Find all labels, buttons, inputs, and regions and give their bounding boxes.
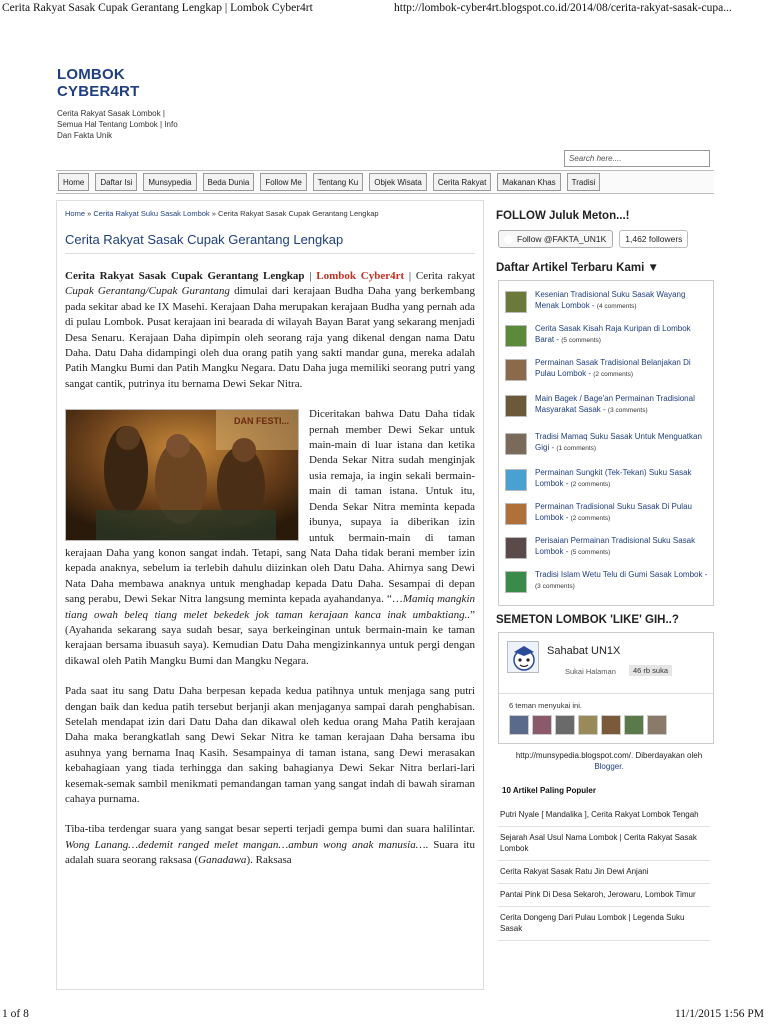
friend-avatars	[509, 715, 670, 735]
article-title-link[interactable]: Cerita Sasak Kisah Raja Kuripan di Lombok Barat	[535, 324, 691, 344]
friend-avatar[interactable]	[601, 715, 621, 735]
friends-like-text: 6 teman menyukai ini.	[509, 701, 582, 710]
blog-title-line1: LOMBOK	[57, 66, 125, 83]
popular-posts-heading: 10 Artikel Paling Populer	[502, 786, 596, 795]
divider	[499, 693, 713, 694]
article-thumbnail	[505, 469, 527, 491]
popular-post-link[interactable]: Pantai Pink Di Desa Sekaroh, Jerowaru, Lombok Timur	[498, 884, 710, 907]
article-thumbnail	[505, 571, 527, 593]
recent-articles-heading: Daftar Artikel Terbaru Kami ▼	[496, 262, 659, 274]
recent-article[interactable]: Tradisi Mamaq Suku Sasak Untuk Menguatkan Gigi - (1 comments)	[505, 431, 711, 461]
article-title-link[interactable]: Kesenian Tradisional Suku Sasak Wayang Menak Lombok	[535, 290, 686, 310]
lead-brand-link[interactable]: Lombok Cyber4rt	[316, 270, 405, 282]
popular-posts-list	[498, 804, 710, 941]
post-body	[65, 269, 475, 884]
recent-article[interactable]: Cerita Sasak Kisah Raja Kuripan di Lombok Barat - (5 comments)	[505, 323, 711, 353]
article-title-link[interactable]: Tradisi Mamaq Suku Sasak Untuk Menguatkan Gigi	[535, 432, 702, 452]
post-title: Cerita Rakyat Sasak Cupak Gerantang Lengkap	[65, 232, 475, 254]
comment-count: (1 comments)	[556, 445, 597, 452]
recent-article[interactable]: Kesenian Tradisional Suku Sasak Wayang Menak Lombok - (4 comments)	[505, 289, 711, 319]
comment-count: (3 comments)	[535, 583, 575, 590]
paragraph-1	[65, 269, 475, 392]
breadcrumb-current: Cerita Rakyat Sasak Cupak Gerantang Lengkap	[218, 209, 379, 218]
nav-item-objek-wisata[interactable]: Objek Wisata	[369, 173, 427, 191]
article-thumbnail	[505, 291, 527, 313]
article-title-link[interactable]: Permainan Sungkit (Tek-Tekan) Suku Sasak Lombok	[535, 468, 692, 488]
nav-item-tradisi[interactable]: Tradisi	[567, 173, 601, 191]
recent-article[interactable]: Perisaian Permainan Tradisional Suku Sasak Lombok - (5 comments)	[505, 535, 711, 565]
friend-avatar[interactable]	[509, 715, 529, 735]
twitter-bird-icon	[504, 235, 513, 244]
breadcrumb-separator: »	[211, 209, 216, 218]
lead-title: Cerita Rakyat Sasak Cupak Gerantang Lengkap	[65, 270, 305, 282]
recent-article[interactable]: Tradisi Islam Wetu Telu di Gumi Sasak Lombok - (3 comments)	[505, 569, 711, 599]
like-page-button[interactable]: Sukai Halaman	[565, 667, 616, 676]
blogger-link[interactable]: Blogger.	[594, 762, 624, 771]
page-avatar[interactable]	[507, 641, 539, 673]
comment-count: (2 comments)	[570, 481, 611, 488]
popular-post-link[interactable]: Sejarah Asal Usul Nama Lombok | Cerita Rakyat Sasak Lombok	[498, 827, 710, 861]
performers-photo-illustration	[66, 410, 299, 541]
p2-text-b: ” (Ayahanda sekarang saya sudah besar, saya berkeinginan untuk bermain-main ke taman kerajaan bersama ibuasuh saya). Kemudian Datu Daha mengizinkannya untuk pergi dengan dikawal oleh Patih Mangku Bumi dan Mangku Negara.	[65, 608, 475, 667]
comment-count: (4 comments)	[596, 303, 637, 310]
nav-item-home[interactable]: Home	[58, 173, 89, 191]
nav-item-makanan-khas[interactable]: Makanan Khas	[497, 173, 560, 191]
recent-article[interactable]: Main Bagek / Bage'an Permainan Tradisional Masyarakat Sasak - (3 comments)	[505, 393, 711, 423]
recent-article[interactable]: Permainan Sungkit (Tek-Tekan) Suku Sasak Lombok - (2 comments)	[505, 467, 711, 497]
article-title-link[interactable]: Tradisi Islam Wetu Telu di Gumi Sasak Lombok	[535, 570, 703, 579]
nav-item-follow-me[interactable]: Follow Me	[260, 173, 306, 191]
breadcrumb	[65, 209, 379, 218]
popular-post-link[interactable]: Cerita Dongeng Dari Pulau Lombok | Legenda Suku Sasak	[498, 907, 710, 941]
blog-title[interactable]	[57, 66, 207, 100]
p4-text-b: . Suara itu adalah suara seorang raksasa (	[65, 838, 475, 867]
powered-by	[504, 750, 714, 772]
nav-item-daftar-isi[interactable]: Daftar Isi	[95, 173, 137, 191]
article-thumbnail	[505, 395, 527, 417]
facebook-page-name[interactable]: Sahabat UN1X	[547, 645, 621, 657]
nav-item-tentang-ku[interactable]: Tentang Ku	[313, 173, 363, 191]
print-page-title: Cerita Rakyat Sasak Cupak Gerantang Lengkap | Lombok Cyber4rt	[2, 2, 313, 14]
friend-avatar[interactable]	[555, 715, 575, 735]
nav-item-cerita-rakyat[interactable]: Cerita Rakyat	[433, 173, 491, 191]
facebook-like-box	[498, 632, 714, 744]
breadcrumb-separator: »	[87, 209, 92, 218]
friend-avatar[interactable]	[647, 715, 667, 735]
follow-button-label: Follow @FAKTA_UN1K	[517, 234, 607, 244]
p2-emphasis: Mamiq mangkin tiang owah beleq tiang melet bekedek jok taman kerajaan kanca inak umbaktiang..	[65, 593, 475, 621]
p4-emphasis: Wong Lanang…dedemit ranged melet mangan…ambun wong anak manusia…	[65, 838, 426, 851]
popular-post-link[interactable]: Cerita Rakyat Sasak Ratu Jin Dewi Anjani	[498, 861, 710, 884]
print-page-number: 1 of 8	[2, 1008, 29, 1020]
blog-title-line2: CYBER4RT	[57, 83, 140, 100]
popular-post-link[interactable]: Putri Nyale [ Mandalika ], Cerita Rakyat Lombok Tengah	[498, 804, 710, 827]
p4-text-a: Tiba-tiba terdengar suara yang sangat besar seperti terjadi gempa bumi dan suara halilintar.	[65, 823, 475, 836]
friend-avatar[interactable]	[532, 715, 552, 735]
recent-articles-list	[498, 280, 714, 606]
photo-caption: DAN FESTI...	[234, 416, 290, 427]
print-footer	[0, 1006, 768, 1024]
p2-text-a: Diceritakan bahwa Datu Daha tidak pernah member Dewi Sekar untuk main-main di luar istana dan ketika Denda Sekar Nitra sudah menginjak usia remaja, ia ingin sekali bermain-main di taman istana. Untuk itu, Denda Sekar Nitra meminta kepada ibunya, supaya ia diberikan izin untuk bermain-main di taman kerajaan Daha yang konon sangat indah. Tetapi, sang Nata Daha tidak berani member izin kepada anaknya, sebelum ia terlebih dahulu diizinkan oleh Datu Daha. Ahirnya sang Dewi Nata Daha membawa anaknya untuk menghadap kepada Datu Daha. Sesampai di depan sang perabu, Dewi Sekar Nitra langsung meminta kepada ayahandanya. “…	[65, 408, 475, 606]
powered-text: http://munsypedia.blogspot.com/. Diberdayakan oleh	[515, 751, 703, 760]
friend-avatar[interactable]	[624, 715, 644, 735]
search-input[interactable]: Search here....	[564, 150, 710, 167]
print-header	[0, 0, 768, 18]
article-title-link[interactable]: Permainan Tradisional Suku Sasak Di Pulau Lombok	[535, 502, 692, 522]
article-thumbnail	[505, 433, 527, 455]
article-thumbnail	[505, 537, 527, 559]
paragraph-2	[65, 407, 475, 669]
article-thumbnail	[505, 503, 527, 525]
article-title-link[interactable]: Permainan Sasak Tradisional Belanjakan Di Pulau Lombok	[535, 358, 691, 378]
article-title-link[interactable]: Main Bagek / Bage'an Permainan Tradisional Masyarakat Sasak	[535, 394, 695, 414]
p4-text-c: ). Raksasa	[246, 854, 292, 867]
comment-count: (2 comments)	[593, 371, 633, 378]
article-thumbnail	[505, 359, 527, 381]
post-column	[56, 200, 484, 990]
breadcrumb-category[interactable]: Cerita Rakyat Suku Sasak Lombok	[93, 209, 210, 218]
p4-emphasis-2: Ganadawa	[198, 854, 247, 867]
lead-separator: |	[304, 270, 317, 282]
mascot-icon	[508, 642, 540, 674]
comment-count: (3 comments)	[607, 407, 648, 414]
twitter-follow-widget	[498, 230, 688, 248]
p1-text-b: dimulai dari kerajaan Budha Daha yang berkembang pada sekitar abad ke IX Masehi. Kerajaan Daha merupakan kerajaan Budha yang pernah ada di pulau Lombok. Pusat kerajaan ini bearada di wilayah Bayan Barat yang sekarang menjadi Desa Senaru. Kerajaan Daha dipimpin oleh seorang raja yang dikenal dengan nama Datu Daha. Datu Daha didampingi oleh dua orang patih yang sakti mandar guna, mereka adalah Patih Mangku Bumi dan Patih Mangku Negara. Datu Daha juga memiliki seorang putri yang sangat cantik, putrinya itu bernama Dewi Sekar Nitra.	[65, 285, 475, 390]
paragraph-3: Pada saat itu sang Datu Daha berpesan kepada kedua patihnya untuk menjaga sang putri dengan baik dan kedua patih tersebut berjanji akan menjaganya sampai darah penghabisan. Setelah mendapat izin dari Datu Daha dan dikawal oleh kedua orang Maha Patih kerajaan Daha maka berangkatlah sang Dewi Sekar Nitra ke taman kerajaan Daha bersama ibu asuhnya yang bernama Inaq Kasih. Sesampainya di taman istana, sang Dewi merasakan kebahagiaan yang tiada terhingga dan saking bahagianya Dewi Sekar Nitra berlari-lari kesemak-semak sambil menikmati pemandangan taman yang sangat indah di bawah siraman cahaya purnama.	[65, 685, 475, 805]
article-thumbnail	[505, 325, 527, 347]
nav-item-beda-dunia[interactable]: Beda Dunia	[203, 173, 255, 191]
lead-end: |	[404, 270, 412, 282]
recent-article[interactable]: Permainan Tradisional Suku Sasak Di Pulau Lombok - (2 comments)	[505, 501, 711, 531]
print-datetime: 11/1/2015 1:56 PM	[674, 1008, 764, 1020]
twitter-follow-button[interactable]	[498, 230, 613, 248]
follower-count[interactable]: 1,462 followers	[619, 230, 688, 248]
comment-count: (2 comments)	[570, 515, 611, 522]
p1-emphasis: Cupak Gerantang/Cupak Gurantang	[65, 285, 230, 298]
breadcrumb-home[interactable]: Home	[65, 209, 86, 218]
article-title-link[interactable]: Perisaian Permainan Tradisional Suku Sasak Lombok	[535, 536, 696, 556]
blog-description: Cerita Rakyat Sasak Lombok | Semua Hal Tentang Lombok | Info Dan Fakta Unik	[57, 109, 178, 140]
p1-text-a: Cerita rakyat	[411, 270, 476, 282]
facebook-like-heading: SEMETON LOMBOK 'LIKE' GIH..?	[496, 614, 679, 626]
follow-heading: FOLLOW Juluk Meton...!	[496, 210, 630, 222]
print-page-url: http://lombok-cyber4rt.blogspot.co.id/2014/08/cerita-rakyat-sasak-cupa...	[394, 2, 732, 14]
sidebar	[496, 200, 718, 990]
comment-count: (5 comments)	[561, 337, 601, 344]
friend-avatar[interactable]	[578, 715, 598, 735]
paragraph-4	[65, 822, 475, 868]
main-nav	[56, 170, 714, 194]
post-photo	[65, 409, 299, 541]
like-count: 46 rb suka	[629, 665, 672, 676]
recent-article[interactable]: Permainan Sasak Tradisional Belanjakan Di Pulau Lombok - (2 comments)	[505, 357, 711, 387]
nav-item-munsypedia[interactable]: Munsypedia	[143, 173, 196, 191]
comment-count: (5 comments)	[570, 549, 611, 556]
